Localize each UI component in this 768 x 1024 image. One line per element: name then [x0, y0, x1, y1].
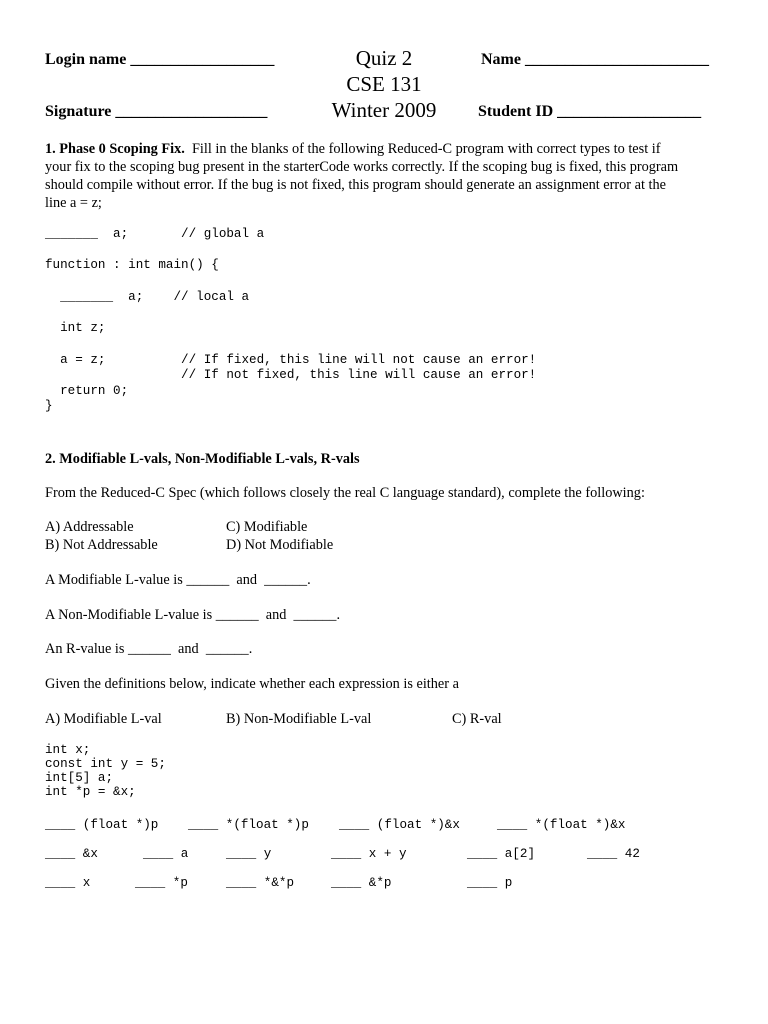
expression-item: ____ a[2]	[467, 847, 536, 861]
q1-text-3: should compile without error. If the bug is not fixed, this program should generate an assignment error at the	[45, 177, 666, 193]
definition-line: int *p = &x;	[45, 785, 136, 799]
term-title: Winter 2009	[331, 98, 437, 122]
course-title: CSE 131	[346, 72, 422, 96]
q1-text-1: Fill in the blanks of the following Reduced-C program with correct types to test if	[184, 141, 661, 157]
student-id-field: Student ID __________________	[478, 103, 702, 120]
expression-item: ____ (float *)&x	[339, 818, 460, 832]
expression-item: ____ (float *)p	[45, 818, 159, 832]
code-line: int z;	[45, 321, 106, 335]
expression-item: ____ *(float *)&x	[497, 818, 626, 832]
code-line: }	[45, 399, 53, 413]
given-text: Given the definitions below, indicate whether each expression is either a	[45, 676, 459, 692]
expression-item: ____ *(float *)p	[188, 818, 309, 832]
login-name-field: Login name __________________	[45, 51, 275, 68]
expression-item: ____ 42	[587, 847, 640, 861]
expression-item: ____ x	[45, 876, 91, 890]
q2-intro: From the Reduced-C Spec (which follows closely the real C language standard), complete the following:	[45, 485, 645, 501]
q1-line-1	[45, 140, 660, 158]
q2-heading: 2. Modifiable L-vals, Non-Modifiable L-vals, R-vals	[45, 451, 360, 467]
code-line: a = z; // If fixed, this line will not cause an error!	[45, 353, 537, 367]
q-rvalue: An R-value is ______ and ______.	[45, 641, 253, 657]
option-d: D) Not Modifiable	[226, 537, 334, 553]
expression-item: ____ x + y	[331, 847, 407, 861]
expression-item: ____ p	[467, 876, 513, 890]
expression-item: ____ a	[143, 847, 189, 861]
code-line: _______ a; // global a	[45, 227, 265, 241]
definition-line: int x;	[45, 743, 91, 757]
expression-item: ____ *&*p	[226, 876, 295, 890]
expression-item: ____ *p	[135, 876, 188, 890]
definition-line: int[5] a;	[45, 771, 114, 785]
category-a: A) Modifiable L-val	[45, 711, 162, 727]
q-nonmodifiable-lvalue: A Non-Modifiable L-value is ______ and ______.	[45, 607, 341, 623]
q1-text-2: your fix to the scoping bug present in the starterCode works correctly. If the scoping bug is fixed, this program	[45, 159, 679, 175]
expression-item: ____ &*p	[331, 876, 392, 890]
option-a: A) Addressable	[45, 519, 134, 535]
signature-field: Signature ___________________	[45, 103, 268, 120]
option-c: C) Modifiable	[226, 519, 308, 535]
expression-item: ____ &x	[45, 847, 98, 861]
code-line: // If not fixed, this line will cause an error!	[45, 368, 537, 382]
expression-item: ____ y	[226, 847, 272, 861]
q1-heading: 1. Phase 0 Scoping Fix.	[45, 141, 185, 157]
option-b: B) Not Addressable	[45, 537, 158, 553]
definition-line: const int y = 5;	[45, 757, 166, 771]
name-field: Name _______________________	[481, 51, 709, 68]
code-line: _______ a; // local a	[45, 290, 250, 304]
code-line: return 0;	[45, 384, 129, 398]
quiz-title: Quiz 2	[355, 46, 413, 70]
category-b: B) Non-Modifiable L-val	[226, 711, 372, 727]
q1-text-4: line a = z;	[45, 195, 102, 211]
code-line: function : int main() {	[45, 258, 219, 272]
category-c: C) R-val	[452, 711, 502, 727]
q-modifiable-lvalue: A Modifiable L-value is ______ and ______.	[45, 572, 311, 588]
